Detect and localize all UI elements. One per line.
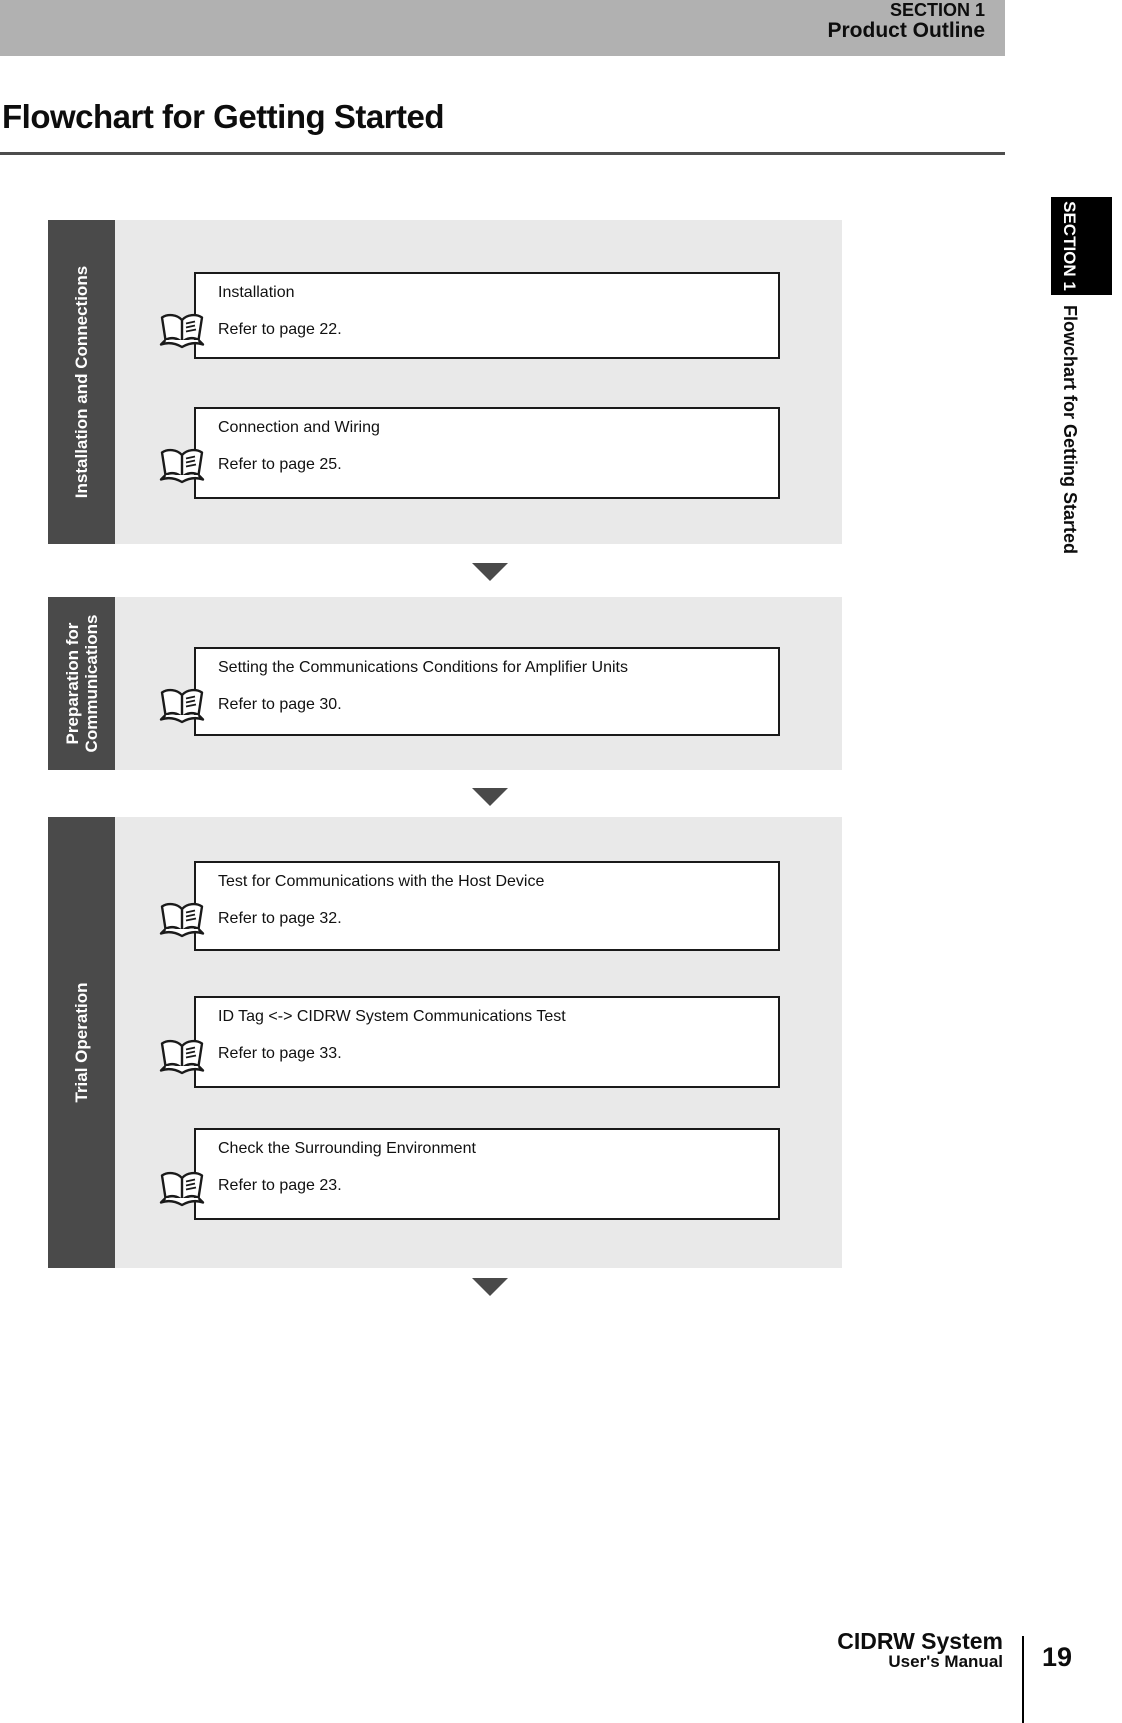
- down-arrow-icon: [472, 788, 508, 806]
- section-label-bar: [48, 220, 115, 544]
- step-box-check-surrounding-environment: [194, 1128, 780, 1220]
- header-section-label: SECTION 1: [889, 0, 985, 20]
- step-box-connection-and-wiring: [194, 407, 780, 499]
- open-book-icon: [159, 1037, 205, 1075]
- step-title: ID Tag <-> CIDRW System Communications Test: [218, 1008, 566, 1025]
- side-running-title: [1051, 305, 1112, 595]
- section-label-line2: Communications: [81, 614, 101, 753]
- open-book-icon: [159, 446, 205, 484]
- section-label: Installation and Connections: [72, 265, 91, 499]
- section-label-bar: [48, 817, 115, 1268]
- step-page-reference: Refer to page 22.: [218, 321, 342, 338]
- step-page-reference: Refer to page 32.: [218, 910, 342, 927]
- section-label-bar: [48, 597, 115, 770]
- section-label: Trial Operation: [72, 982, 91, 1103]
- step-page-reference: Refer to page 30.: [218, 696, 342, 713]
- header-bar: [0, 0, 1005, 56]
- header-text: [828, 0, 986, 42]
- step-title: Installation: [218, 284, 295, 301]
- open-book-icon: [159, 1169, 205, 1207]
- step-title: Setting the Communications Conditions for Amplifier Units: [218, 659, 628, 676]
- header-chapter-label: Product Outline: [827, 19, 985, 42]
- open-book-icon: [159, 686, 205, 724]
- step-title: Check the Surrounding Environment: [218, 1140, 476, 1157]
- open-book-icon: [159, 900, 205, 938]
- down-arrow-icon: [472, 1278, 508, 1296]
- footer-product-name: CIDRW System: [837, 1628, 1003, 1654]
- footer-page-number: 19: [1042, 1642, 1073, 1672]
- step-title: Connection and Wiring: [218, 419, 380, 436]
- step-box-test-communications-host: [194, 861, 780, 951]
- title-rule: [0, 152, 1005, 155]
- footer-divider: [1022, 1636, 1024, 1723]
- step-title: Test for Communications with the Host Device: [218, 873, 545, 890]
- step-page-reference: Refer to page 23.: [218, 1177, 342, 1194]
- page-title: Flowchart for Getting Started: [2, 98, 445, 135]
- open-book-icon: [159, 311, 205, 349]
- side-section-tab: [1051, 197, 1112, 295]
- section-label-line1: Preparation for: [62, 622, 82, 745]
- side-running-title-label: Flowchart for Getting Started: [1060, 305, 1080, 555]
- step-page-reference: Refer to page 33.: [218, 1045, 342, 1062]
- step-box-setting-communications-conditions: [194, 647, 780, 736]
- step-page-reference: Refer to page 25.: [218, 456, 342, 473]
- side-section-tab-label: SECTION 1: [1060, 201, 1080, 291]
- footer-manual-name: User's Manual: [888, 1652, 1003, 1671]
- step-box-idtag-cidrw-communications-test: [194, 996, 780, 1088]
- down-arrow-icon: [472, 563, 508, 581]
- step-box-installation: [194, 272, 780, 359]
